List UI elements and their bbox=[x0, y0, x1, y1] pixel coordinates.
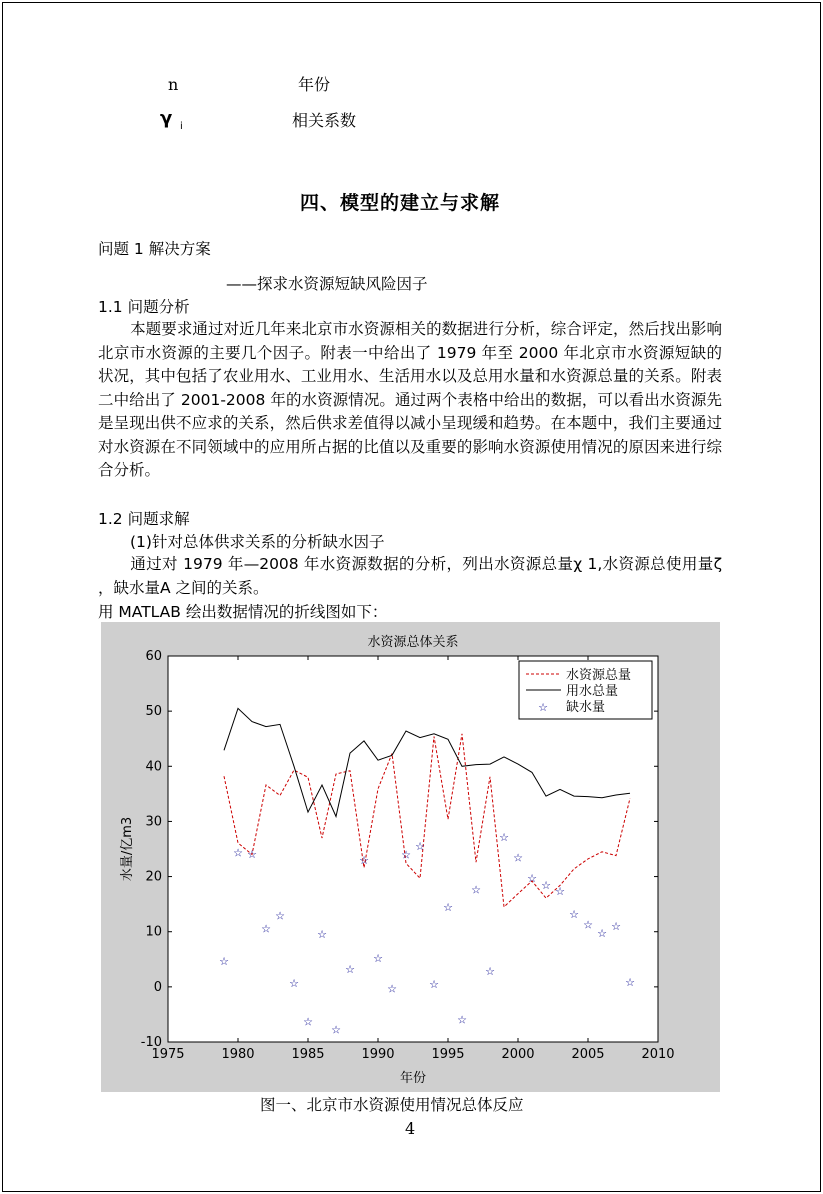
shortage-point: ☆ bbox=[401, 848, 411, 862]
y-tick-label: 60 bbox=[145, 649, 162, 664]
legend-label-usage: 用水总量 bbox=[566, 684, 619, 699]
y-tick-label: 10 bbox=[145, 924, 162, 940]
legend bbox=[519, 661, 652, 719]
x-tick-label: 1995 bbox=[431, 1047, 465, 1062]
shortage-point: ☆ bbox=[373, 952, 383, 966]
x-tick-label: 1975 bbox=[151, 1047, 185, 1062]
shortage-point: ☆ bbox=[583, 918, 593, 932]
figure-caption: 图一、北京市水资源使用情况总体反应 bbox=[260, 1096, 524, 1114]
shortage-point: ☆ bbox=[499, 830, 509, 844]
figure-panel bbox=[101, 622, 720, 1092]
x-tick-label: 2010 bbox=[641, 1047, 675, 1062]
line-chart bbox=[101, 622, 720, 1092]
page-number: 4 bbox=[405, 1119, 416, 1138]
paragraph-relation-text: 通过对 1979 年—2008 年水资源数据的分析，列出水资源总量χ 1,水资源总使用量ζ ，缺水量A 之间的关系。 bbox=[98, 555, 722, 597]
shortage-point: ☆ bbox=[555, 884, 565, 898]
shortage-point: ☆ bbox=[387, 982, 397, 996]
symbol-gamma-subscript: i bbox=[180, 121, 183, 132]
legend-label-shortage: 缺水量 bbox=[566, 700, 606, 715]
problem-subtitle: ——探求水资源短缺风险因子 bbox=[226, 275, 428, 293]
symbol-n: n bbox=[168, 75, 179, 94]
problem-heading: 问题 1 解决方案 bbox=[98, 240, 211, 258]
item-1: (1)针对总体供求关系的分析缺水因子 bbox=[130, 533, 385, 551]
shortage-point: ☆ bbox=[317, 927, 327, 941]
y-tick-label: 30 bbox=[145, 814, 162, 830]
shortage-point: ☆ bbox=[345, 963, 355, 977]
chart-title: 水资源总体关系 bbox=[367, 635, 459, 650]
subsection-1-2: 1.2 问题求解 bbox=[98, 510, 190, 528]
section-title: 四、模型的建立与求解 bbox=[300, 192, 501, 214]
y-tick-label: 50 bbox=[145, 704, 162, 720]
paragraph-relation bbox=[98, 553, 722, 600]
shortage-point: ☆ bbox=[527, 872, 537, 886]
paragraph-matlab: 用 MATLAB 绘出数据情况的折线图如下： bbox=[98, 603, 388, 621]
subsection-1-1: 1.1 问题分析 bbox=[98, 298, 190, 316]
shortage-point: ☆ bbox=[597, 926, 607, 940]
shortage-point: ☆ bbox=[233, 846, 243, 860]
paragraph-analysis-text: 本题要求通过对近几年来北京市水资源相关的数据进行分析，综合评定，然后找出影响北京市水资源的主要几个因子。附表一中给出了 1979 年至 2000 年北京市水资源短缺的状况，其中包括了农业用水、工业用水、生活用水以及总用水量和水资源总量的关系。附表二中给出了 2001-2008 年的水资源情况。通过两个表格中给出的数据，可以看出水资源先是呈现出供不应求的关系，然后供求差值得以减小呈现缓和趋势。在本题中，我们主要通过对水资源在不同领域中的应用所占据的比值以及重要的影响水资源使用情况的原因来进行综合分析。 bbox=[98, 320, 722, 479]
x-tick-label: 1985 bbox=[291, 1047, 325, 1062]
shortage-point: ☆ bbox=[219, 954, 229, 968]
legend-star-icon: ☆ bbox=[538, 701, 548, 714]
shortage-point: ☆ bbox=[457, 1013, 467, 1027]
x-tick-label: 2005 bbox=[571, 1047, 605, 1062]
shortage-point: ☆ bbox=[625, 975, 635, 989]
x-tick-label: 2000 bbox=[501, 1047, 535, 1062]
symbol-n-description: 年份 bbox=[298, 75, 331, 94]
shortage-point: ☆ bbox=[275, 909, 285, 923]
shortage-point: ☆ bbox=[541, 878, 551, 892]
paragraph-analysis bbox=[98, 318, 722, 483]
y-tick-label: 0 bbox=[153, 979, 162, 995]
shortage-point: ☆ bbox=[331, 1023, 341, 1037]
shortage-point: ☆ bbox=[443, 900, 453, 914]
shortage-point: ☆ bbox=[247, 847, 257, 861]
shortage-point: ☆ bbox=[471, 883, 481, 897]
shortage-point: ☆ bbox=[485, 964, 495, 978]
shortage-point: ☆ bbox=[261, 922, 271, 936]
shortage-point: ☆ bbox=[303, 1015, 313, 1029]
x-tick-label: 1990 bbox=[361, 1047, 395, 1062]
y-axis-label: 水量/亿m3 bbox=[120, 816, 135, 882]
x-tick-label: 1980 bbox=[221, 1047, 255, 1062]
shortage-point: ☆ bbox=[429, 978, 439, 992]
shortage-point: ☆ bbox=[611, 920, 621, 934]
y-tick-label: 40 bbox=[145, 759, 162, 775]
shortage-point: ☆ bbox=[513, 851, 523, 865]
legend-label-supply: 水资源总量 bbox=[566, 668, 632, 683]
y-tick-label: -10 bbox=[140, 1035, 162, 1050]
x-axis-label: 年份 bbox=[399, 1071, 427, 1086]
symbol-gamma-description: 相关系数 bbox=[292, 111, 357, 130]
shortage-point: ☆ bbox=[359, 854, 369, 868]
shortage-point: ☆ bbox=[415, 840, 425, 854]
shortage-point: ☆ bbox=[569, 908, 579, 922]
y-tick-label: 20 bbox=[145, 869, 162, 885]
shortage-point: ☆ bbox=[289, 976, 299, 990]
symbol-gamma: γ bbox=[160, 108, 173, 129]
